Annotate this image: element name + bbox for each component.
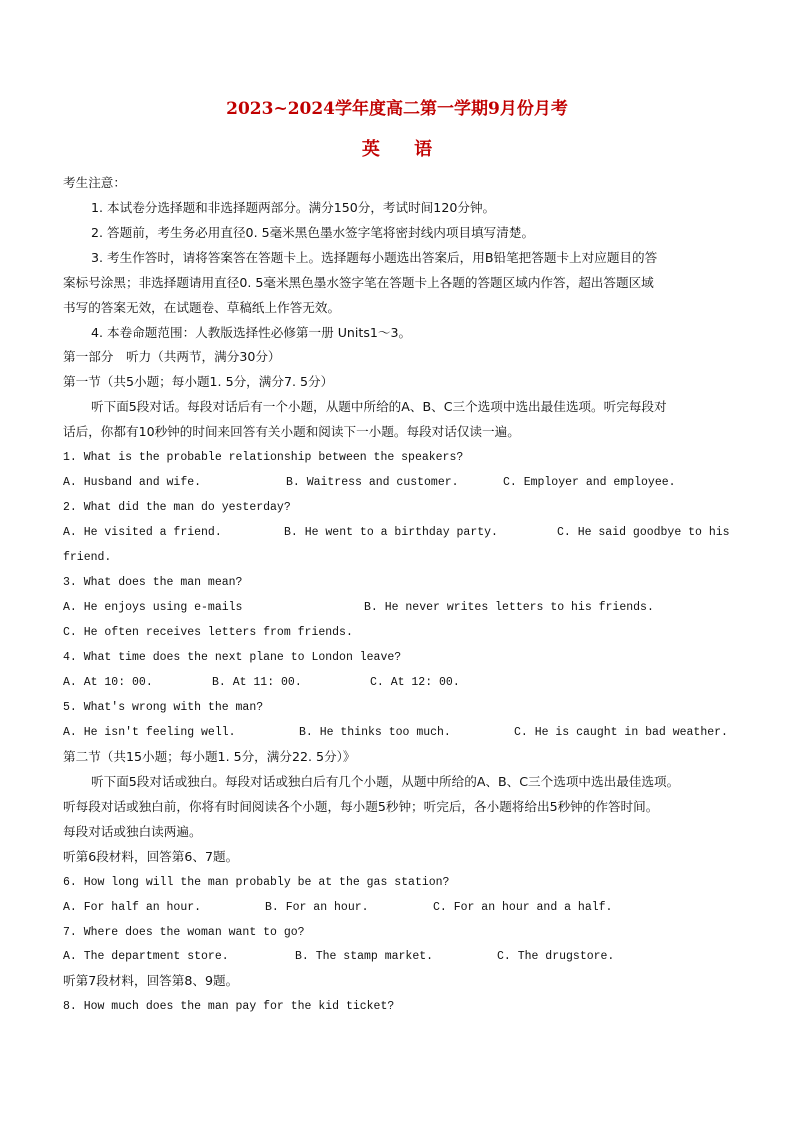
notice-item: 1. 本试卷分选择题和非选择题两部分。满分150分，考试时间120分钟。 <box>91 200 496 215</box>
option-c: C. At 12: 00. <box>370 676 460 689</box>
option-c-continued: friend. <box>63 551 112 564</box>
question-stem: 1. What is the probable relationship between the speakers? <box>63 451 464 464</box>
option-b: B. At 11: 00. <box>212 676 302 689</box>
notice-heading: 考生注意： <box>63 175 126 190</box>
material-heading: 听第6段材料，回答第6、7题。 <box>63 849 239 864</box>
option-b: B. He went to a birthday party. <box>284 526 498 539</box>
question-stem: 8. How much does the man pay for the kid ticket? <box>63 1000 395 1013</box>
option-a: A. He enjoys using e-mails <box>63 601 243 614</box>
section1-instructions: 话后，你都有10秒钟的时间来回答有关小题和阅读下一小题。每段对话仅读一遍。 <box>63 424 520 439</box>
notice-item: 3. 考生作答时，请将答案答在答题卡上。选择题每小题选出答案后，用B铅笔把答题卡上对应题目的答 <box>91 250 658 265</box>
option-a: A. Husband and wife. <box>63 476 202 489</box>
notice-item: 4. 本卷命题范围：人教版选择性必修第一册 Units1～3。 <box>91 325 412 340</box>
question-stem: 6. How long will the man probably be at the gas station? <box>63 876 450 889</box>
exam-title: 2023~2024学年度高二第一学期9月份月考 <box>226 99 568 119</box>
question-stem: 4. What time does the next plane to London leave? <box>63 651 402 664</box>
option-a: A. He visited a friend. <box>63 526 222 539</box>
section2-title: 第二节（共15小题；每小题1. 5分，满分22. 5分）》 <box>63 749 356 764</box>
notice-item: 案标号涂黑；非选择题请用直径0. 5毫米黑色墨水签字笔在答题卡上各题的答题区域内作答，超出答题区域 <box>63 275 654 290</box>
option-b: B. The stamp market. <box>295 950 434 963</box>
notice-item: 2. 答题前，考生务必用直径0. 5毫米黑色墨水签字笔将密封线内项目填写清楚。 <box>91 225 535 240</box>
option-a: A. At 10: 00. <box>63 676 153 689</box>
question-stem: 2. What did the man do yesterday? <box>63 501 291 514</box>
option-b: B. He thinks too much. <box>299 726 451 739</box>
option-b: B. Waitress and customer. <box>286 476 459 489</box>
question-stem: 5. What's wrong with the man? <box>63 701 264 714</box>
section2-instructions: 每段对话或独白读两遍。 <box>63 824 202 839</box>
part1-title: 第一部分 听力（共两节，满分30分） <box>63 349 281 364</box>
option-a: A. The department store. <box>63 950 229 963</box>
option-c: C. The drugstore. <box>497 950 615 963</box>
option-b: B. He never writes letters to his friends. <box>364 601 654 614</box>
option-a: A. He isn't feeling well. <box>63 726 236 739</box>
option-a: A. For half an hour. <box>63 901 202 914</box>
option-b: B. For an hour. <box>265 901 369 914</box>
option-c: C. He said goodbye to his <box>557 526 730 539</box>
question-stem: 7. Where does the woman want to go? <box>63 926 305 939</box>
option-c: C. Employer and employee. <box>503 476 676 489</box>
section2-instructions: 听下面5段对话或独白。每段对话或独白后有几个小题，从题中所给的A、B、C三个选项中选出最佳选项。 <box>91 774 680 789</box>
option-c: C. He is caught in bad weather. <box>514 726 728 739</box>
section2-instructions: 听每段对话或独白前，你将有时间阅读各个小题，每小题5秒钟；听完后，各小题将给出5秒钟的作答时间。 <box>63 799 659 814</box>
material-heading: 听第7段材料，回答第8、9题。 <box>63 973 239 988</box>
question-stem: 3. What does the man mean? <box>63 576 243 589</box>
section1-title: 第一节（共5小题；每小题1. 5分，满分7. 5分） <box>63 374 334 389</box>
notice-item: 书写的答案无效，在试题卷、草稿纸上作答无效。 <box>63 300 341 315</box>
option-c: C. For an hour and a half. <box>433 901 613 914</box>
option-c: C. He often receives letters from friends. <box>63 626 353 639</box>
subject-title: 英 语 <box>361 139 447 160</box>
section1-instructions: 听下面5段对话。每段对话后有一个小题，从题中所给的A、B、C三个选项中选出最佳选项。听完每段对 <box>91 399 667 414</box>
